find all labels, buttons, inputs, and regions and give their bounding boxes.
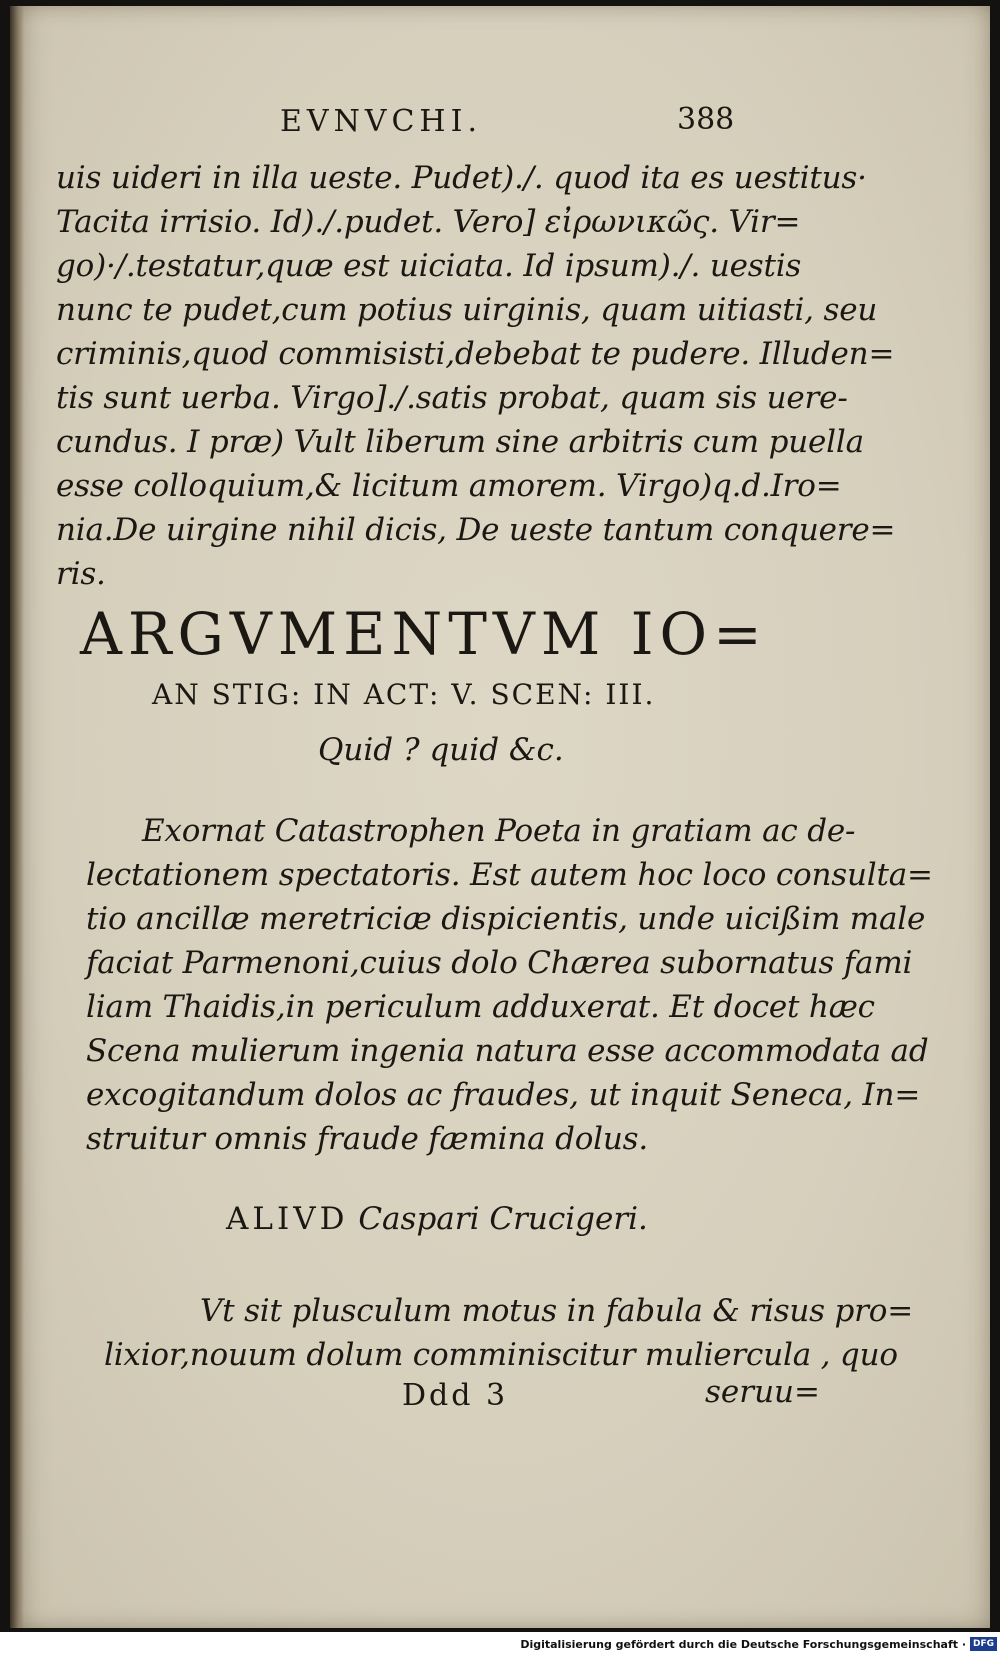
commentary-line: esse colloquium,& licitum amorem. Virgo)q.d.Iro= (56, 468, 842, 504)
signature-mark: Ddd 3 (402, 1378, 509, 1413)
running-head: EVNVCHI. (280, 104, 482, 139)
aliud-line: lixior,nouum dolum comminiscitur muliercula , quo (104, 1337, 898, 1373)
argumentum-line: lectationem spectatoris. Est autem hoc loco consulta= (86, 857, 933, 893)
commentary-line: nunc te pudet,cum potius uirginis, quam uitiasti, seu (56, 292, 878, 328)
argumentum-line: tio ancillæ meretriciæ dispicientis, unde uicißim male (86, 901, 926, 937)
argumentum-line: Scena mulierum ingenia natura esse accommodata ad (86, 1033, 929, 1069)
aliud-author: Caspari Crucigeri. (358, 1201, 648, 1237)
digitization-footer (0, 1632, 1000, 1657)
commentary-line: go)·/.testatur,quæ est uiciata. Id ipsum)./. uestis (56, 248, 802, 284)
commentary-line: criminis,quod commisisti,debebat te pudere. Illuden= (56, 336, 895, 372)
argumentum-line: struitur omnis fraude fæmina dolus. (86, 1121, 649, 1157)
argumentum-line: faciat Parmenoni,cuius dolo Chærea subornatus fami (86, 945, 913, 981)
aliud-line: Vt sit plusculum motus in fabula & risus pro= (200, 1293, 914, 1329)
dfg-logo-icon: DFG (970, 1637, 997, 1651)
commentary-line: ris. (56, 556, 106, 592)
folio-number: 388 (677, 102, 735, 137)
argumentum-incipit: Quid ? quid &c. (318, 732, 564, 768)
argumentum-line: Exornat Catastrophen Poeta in gratiam ac de- (142, 813, 856, 849)
catchword: seruu= (705, 1374, 820, 1410)
commentary-line: cundus. I præ) Vult liberum sine arbitris cum puella (56, 424, 864, 460)
argumentum-subtitle: AN STIG: IN ACT: V. SCEN: III. (152, 678, 656, 711)
commentary-line: uis uideri in illa ueste. Pudet)./. quod ita es uestitus· (56, 160, 867, 196)
argumentum-line: liam Thaidis,in periculum adduxerat. Et docet hæc (86, 989, 875, 1025)
aliud-heading (226, 1201, 648, 1237)
footer-credit: Digitalisierung gefördert durch die Deutsche Forschungsgemeinschaft · (520, 1638, 966, 1651)
aliud-label: ALIVD (226, 1201, 349, 1237)
page-text (10, 6, 990, 1628)
book-page (10, 6, 990, 1628)
argumentum-line: excogitandum dolos ac fraudes, ut inquit Seneca, In= (86, 1077, 921, 1113)
commentary-line: tis sunt uerba. Virgo]./.satis probat, quam sis uere- (56, 380, 848, 416)
argumentum-title: ARGVMENTVM IO= (80, 600, 768, 668)
commentary-line: Tacita irrisio. Id)./.pudet. Vero] εἰρωνικῶς. Vir= (56, 204, 801, 240)
commentary-line: nia.De uirgine nihil dicis, De ueste tantum conquere= (56, 512, 896, 548)
